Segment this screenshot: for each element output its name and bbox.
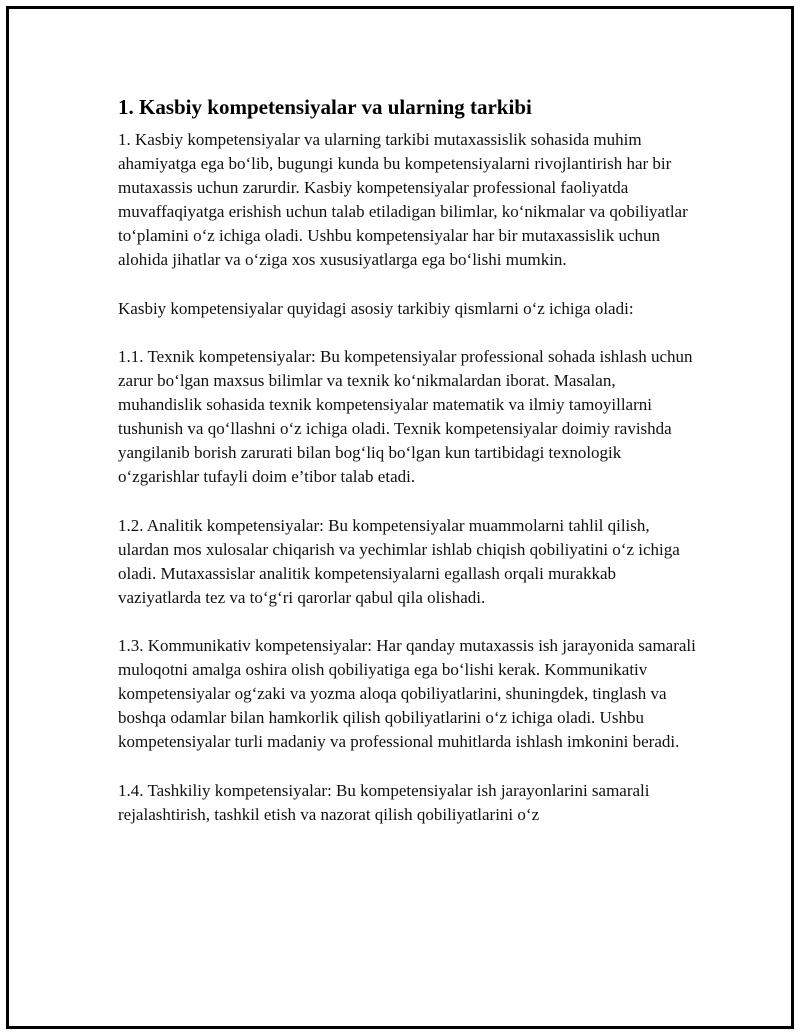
section-heading: 1. Kasbiy kompetensiyalar va ularning tarkibi (118, 95, 532, 119)
paragraph-intro: 1. Kasbiy kompetensiyalar va ularning tarkibi mutaxassislik sohasida muhim ahamiyatga ega bo‘lib, bugungi kunda bu kompetensiyalarni rivojlantirish har bir mutaxassis uchun zarurdir. Kasbiy kompetensiyalar professional faoliyatda muvaffaqiyatga erishish uchun talab etiladigan bilimlar, ko‘nikmalar va qobiliyatlar to‘plamini o‘z ichiga oladi. Ushbu kompetensiyalar har bir mutaxassislik uchun alohida jihatlar va o‘ziga xos xususiyatlarga ega bo‘lishi mumkin. (118, 130, 688, 270)
paragraph-organizational: 1.4. Tashkiliy kompetensiyalar: Bu kompetensiyalar ish jarayonlarini samarali rejalashtirish, tashkil etish va nazorat qilish qobiliyatlarini o‘z (118, 780, 650, 824)
paragraph-components-lead: Kasbiy kompetensiyalar quyidagi asosiy tarkibiy qismlarni o‘z ichiga oladi: (118, 298, 634, 318)
paragraph-analytical: 1.2. Analitik kompetensiyalar: Bu kompetensiyalar muammolarni tahlil qilish, ulardan mos xulosalar chiqarish va yechimlar ishlab chiqish qobiliyatini o‘z ichiga oladi. Mutaxassislar analitik kompetensiyalarni egallash orqali murakkab vaziyatlarda tez va to‘g‘ri qarorlar qabul qila olishadi. (118, 515, 680, 607)
paragraph-technical: 1.1. Texnik kompetensiyalar: Bu kompetensiyalar professional sohada ishlash uchun zarur bo‘lgan maxsus bilimlar va texnik ko‘nikmalardan iborat. Masalan, muhandislik sohasida texnik kompetensiyalar matematik va ilmiy tamoyillarni tushunish va qo‘llashni o‘z ichiga oladi. Texnik kompetensiyalar doimiy ravishda yangilanib borish zarurati bilan bog‘liq bo‘lgan kun tartibidagi texnologik o‘zgarishlar tufayli doim e’tibor talab etadi. (118, 346, 693, 487)
document-body (118, 94, 698, 851)
paragraph-communicative: 1.3. Kommunikativ kompetensiyalar: Har qanday mutaxassis ish jarayonida samarali muloqotni amalga oshira olish qobiliyatiga ega bo‘lishi kerak. Kommunikativ kompetensiyalar og‘zaki va yozma aloqa qobiliyatlarini, shuningdek, tinglash va boshqa odamlar bilan hamkorlik qilish qobiliyatlarini o‘z ichiga oladi. Ushbu kompetensiyalar turli madaniy va professional muhitlarda ishlash imkonini beradi. (118, 635, 696, 752)
document-page (6, 6, 794, 1029)
